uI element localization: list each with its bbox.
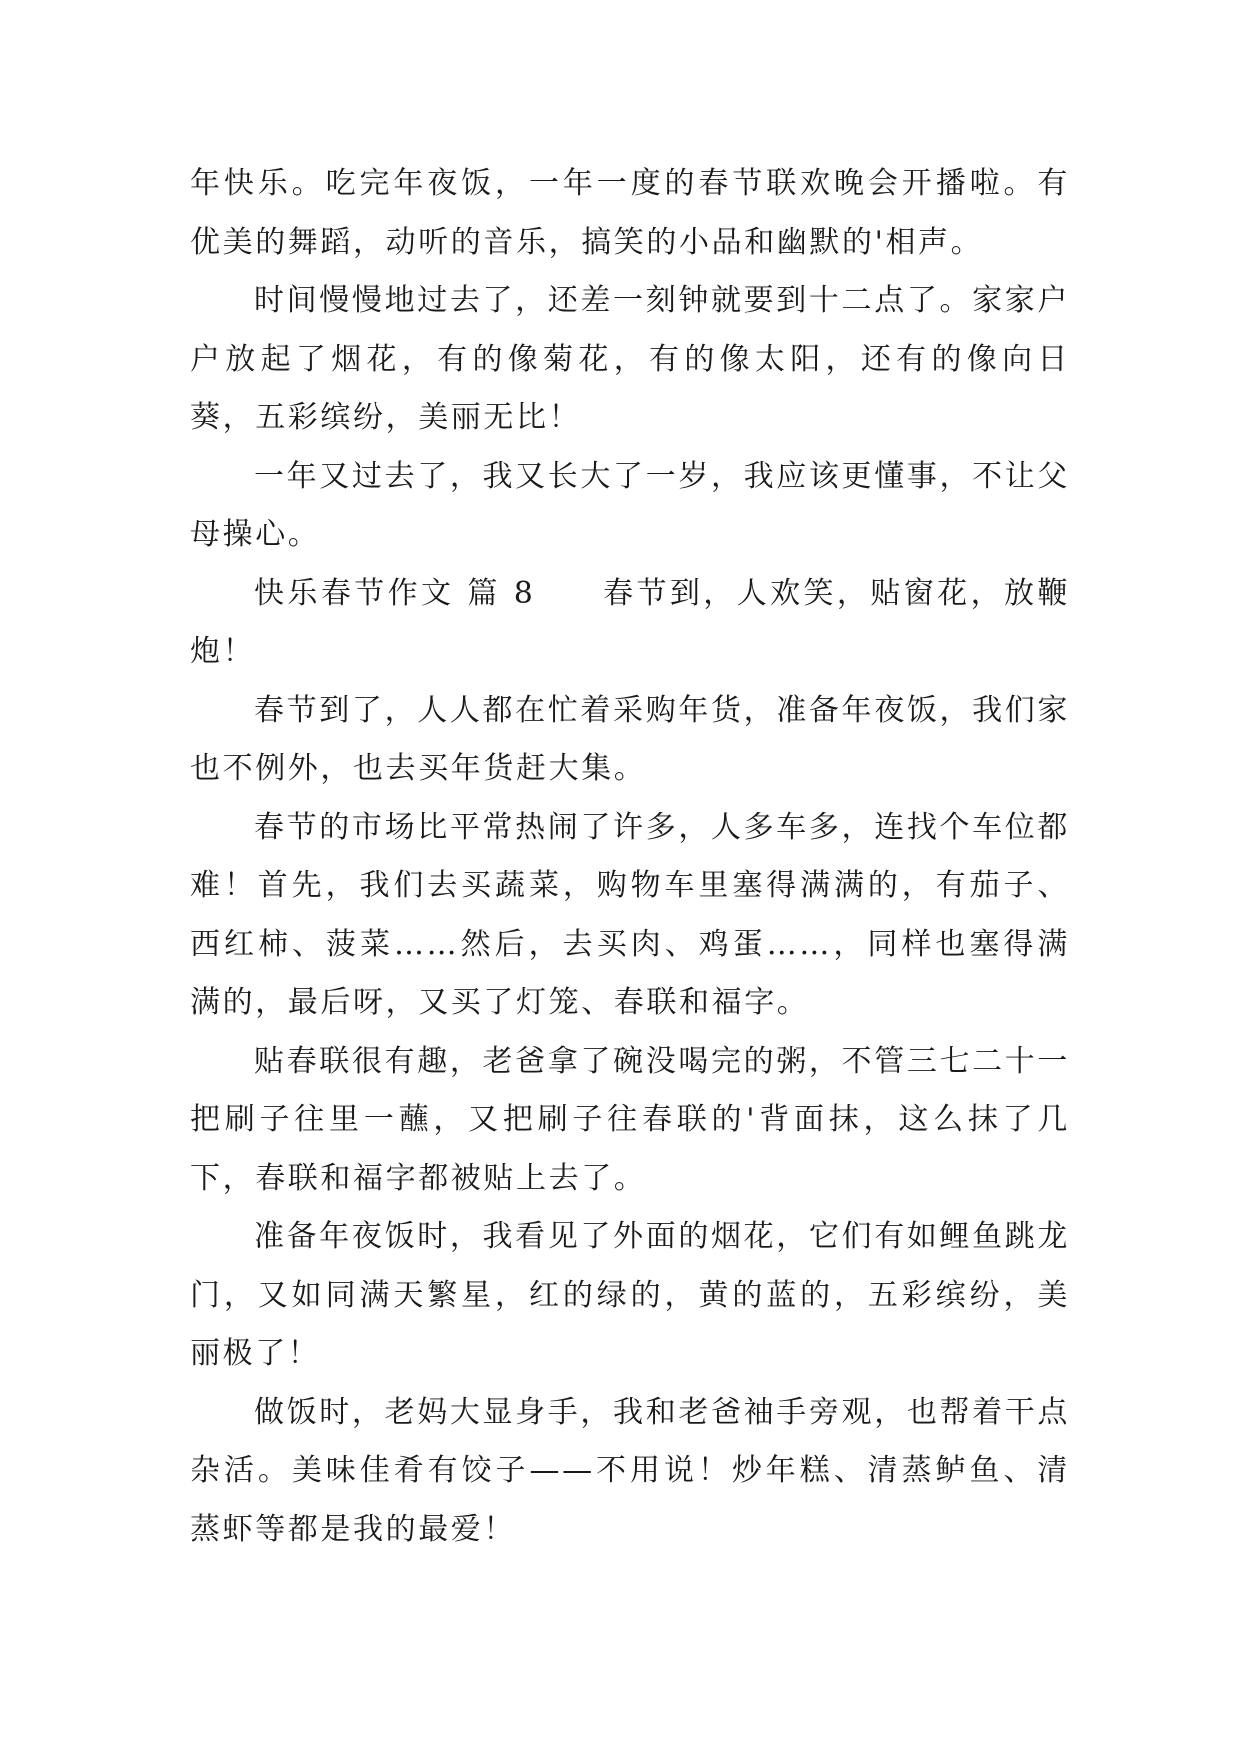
- section-heading-paragraph: 快乐春节作文 篇 8 春节到，人欢笑，贴窗花，放鞭炮！: [190, 575, 1070, 669]
- paragraph-1: 年快乐。吃完年夜饭，一年一度的春节联欢晚会开播啦。有优美的舞蹈，动听的音乐，搞笑的小品和幽默的'相声。: [190, 166, 1070, 260]
- paragraph-2: 时间慢慢地过去了，还差一刻钟就要到十二点了。家家户户放起了烟花，有的像菊花，有的像太阳，还有的像向日葵，五彩缤纷，美丽无比！: [190, 283, 1070, 435]
- paragraph-5: 春节到了，人人都在忙着采购年货，准备年夜饭，我们家也不例外，也去买年货赶大集。: [190, 692, 1070, 786]
- paragraph-3: 一年又过去了，我又长大了一岁，我应该更懂事，不让父母操心。: [190, 458, 1070, 552]
- paragraph-8: 准备年夜饭时，我看见了外面的烟花，它们有如鲤鱼跳龙门，又如同满天繁星，红的绿的，黄的蓝的，五彩缤纷，美丽极了！: [190, 1219, 1070, 1371]
- essay-body: [190, 155, 1070, 1559]
- paragraph-6: 春节的市场比平常热闹了许多，人多车多，连找个车位都难！首先，我们去买蔬菜，购物车里塞得满满的，有茄子、西红柿、菠菜……然后，去买肉、鸡蛋……，同样也塞得满满的，最后呀，又买了灯笼、春联和福字。: [190, 809, 1070, 1020]
- paragraph-9: 做饭时，老妈大显身手，我和老爸袖手旁观，也帮着干点杂活。美味佳肴有饺子——不用说！炒年糕、清蒸鲈鱼、清蒸虾等都是我的最爱！: [190, 1394, 1070, 1547]
- paragraph-7: 贴春联很有趣，老爸拿了碗没喝完的粥，不管三七二十一把刷子往里一蘸，又把刷子往春联的'背面抹，这么抹了几下，春联和福字都被贴上去了。: [190, 1043, 1070, 1196]
